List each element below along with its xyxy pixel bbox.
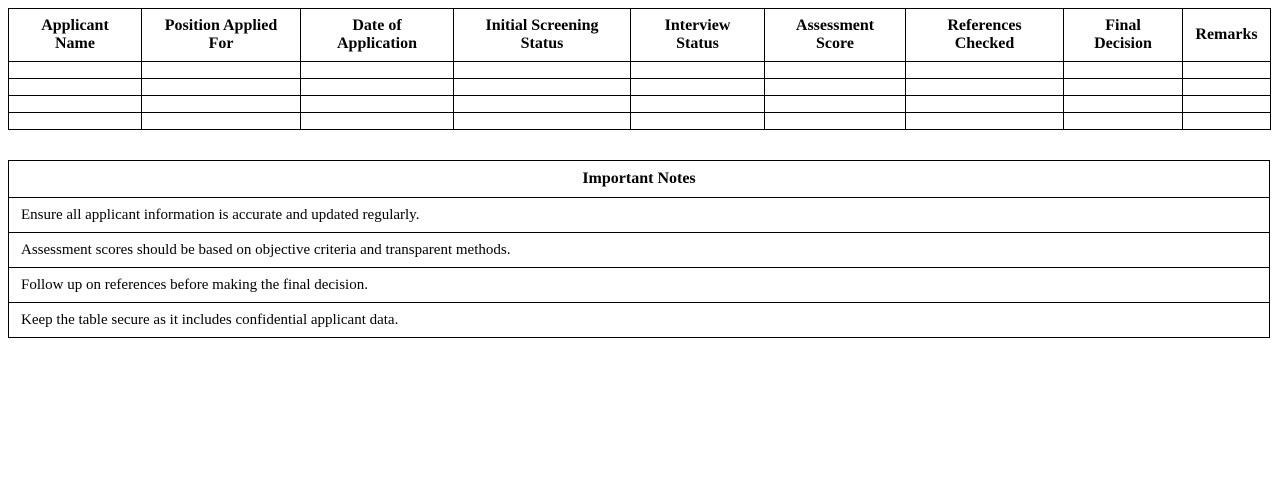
table-cell[interactable] xyxy=(906,96,1064,113)
note-item: Ensure all applicant information is accurate and updated regularly. xyxy=(9,198,1270,233)
table-row xyxy=(9,96,1271,113)
table-row xyxy=(9,113,1271,130)
header-remarks xyxy=(1183,9,1271,62)
table-cell[interactable] xyxy=(142,62,301,79)
table-cell[interactable] xyxy=(142,113,301,130)
note-row xyxy=(9,268,1270,303)
note-row xyxy=(9,303,1270,338)
table-cell[interactable] xyxy=(1183,96,1271,113)
header-label: Initial Screening xyxy=(485,17,599,34)
header-row xyxy=(9,9,1271,62)
header-interview-status xyxy=(631,9,765,62)
table-cell[interactable] xyxy=(9,96,142,113)
header-final-decision xyxy=(1064,9,1183,62)
header-label: Decision xyxy=(1094,35,1152,52)
table-cell[interactable] xyxy=(765,113,906,130)
applicant-rows xyxy=(9,62,1271,130)
header-applicant-name xyxy=(9,9,142,62)
note-item: Keep the table secure as it includes confidential applicant data. xyxy=(9,303,1270,338)
table-cell[interactable] xyxy=(1064,96,1183,113)
header-label: For xyxy=(208,35,234,52)
header-label: Assessment xyxy=(795,17,875,34)
table-cell[interactable] xyxy=(1183,113,1271,130)
table-cell[interactable] xyxy=(301,113,454,130)
table-cell[interactable] xyxy=(906,79,1064,96)
note-item: Follow up on references before making the final decision. xyxy=(9,268,1270,303)
note-row xyxy=(9,233,1270,268)
table-cell[interactable] xyxy=(631,113,765,130)
table-cell[interactable] xyxy=(142,79,301,96)
notes-title: Important Notes xyxy=(9,161,1270,198)
header-label: Interview xyxy=(664,17,731,34)
table-cell[interactable] xyxy=(301,62,454,79)
table-cell[interactable] xyxy=(1064,62,1183,79)
table-cell[interactable] xyxy=(9,79,142,96)
table-row xyxy=(9,79,1271,96)
note-item: Assessment scores should be based on objective criteria and transparent methods. xyxy=(9,233,1270,268)
table-cell[interactable] xyxy=(454,62,631,79)
important-notes-table xyxy=(8,160,1270,338)
table-cell[interactable] xyxy=(631,62,765,79)
header-label: Application xyxy=(336,35,417,52)
note-row xyxy=(9,198,1270,233)
table-cell[interactable] xyxy=(301,96,454,113)
table-cell[interactable] xyxy=(301,79,454,96)
table-cell[interactable] xyxy=(454,96,631,113)
header-applicant-name-line2: Name xyxy=(55,35,95,52)
header-label: Remarks xyxy=(1195,26,1258,43)
table-cell[interactable] xyxy=(765,62,906,79)
header-label: Final xyxy=(1105,17,1141,34)
table-cell[interactable] xyxy=(765,96,906,113)
notes-header-row xyxy=(9,161,1270,198)
table-cell[interactable] xyxy=(631,96,765,113)
header-label: Date of xyxy=(352,17,402,34)
header-label: Position Applied xyxy=(164,17,278,34)
header-position-applied-for xyxy=(142,9,301,62)
table-cell[interactable] xyxy=(1183,62,1271,79)
table-cell[interactable] xyxy=(9,113,142,130)
table-cell[interactable] xyxy=(454,79,631,96)
header-label: References xyxy=(947,17,1022,34)
table-cell[interactable] xyxy=(1064,113,1183,130)
header-applicant-name-line1: Applicant xyxy=(41,17,109,34)
table-cell[interactable] xyxy=(1064,79,1183,96)
table-cell[interactable] xyxy=(906,62,1064,79)
table-cell[interactable] xyxy=(454,113,631,130)
header-label: Status xyxy=(676,35,719,52)
header-label: Score xyxy=(816,35,854,52)
table-cell[interactable] xyxy=(9,62,142,79)
header-label: Checked xyxy=(954,35,1015,52)
table-cell[interactable] xyxy=(906,113,1064,130)
table-cell[interactable] xyxy=(631,79,765,96)
table-cell[interactable] xyxy=(142,96,301,113)
table-row xyxy=(9,62,1271,79)
table-cell[interactable] xyxy=(1183,79,1271,96)
header-references-checked xyxy=(906,9,1064,62)
header-assessment-score xyxy=(765,9,906,62)
applicant-tracking-table xyxy=(8,8,1271,130)
table-cell[interactable] xyxy=(765,79,906,96)
header-date-of-application xyxy=(301,9,454,62)
header-initial-screening-status xyxy=(454,9,631,62)
header-label: Status xyxy=(520,35,564,52)
